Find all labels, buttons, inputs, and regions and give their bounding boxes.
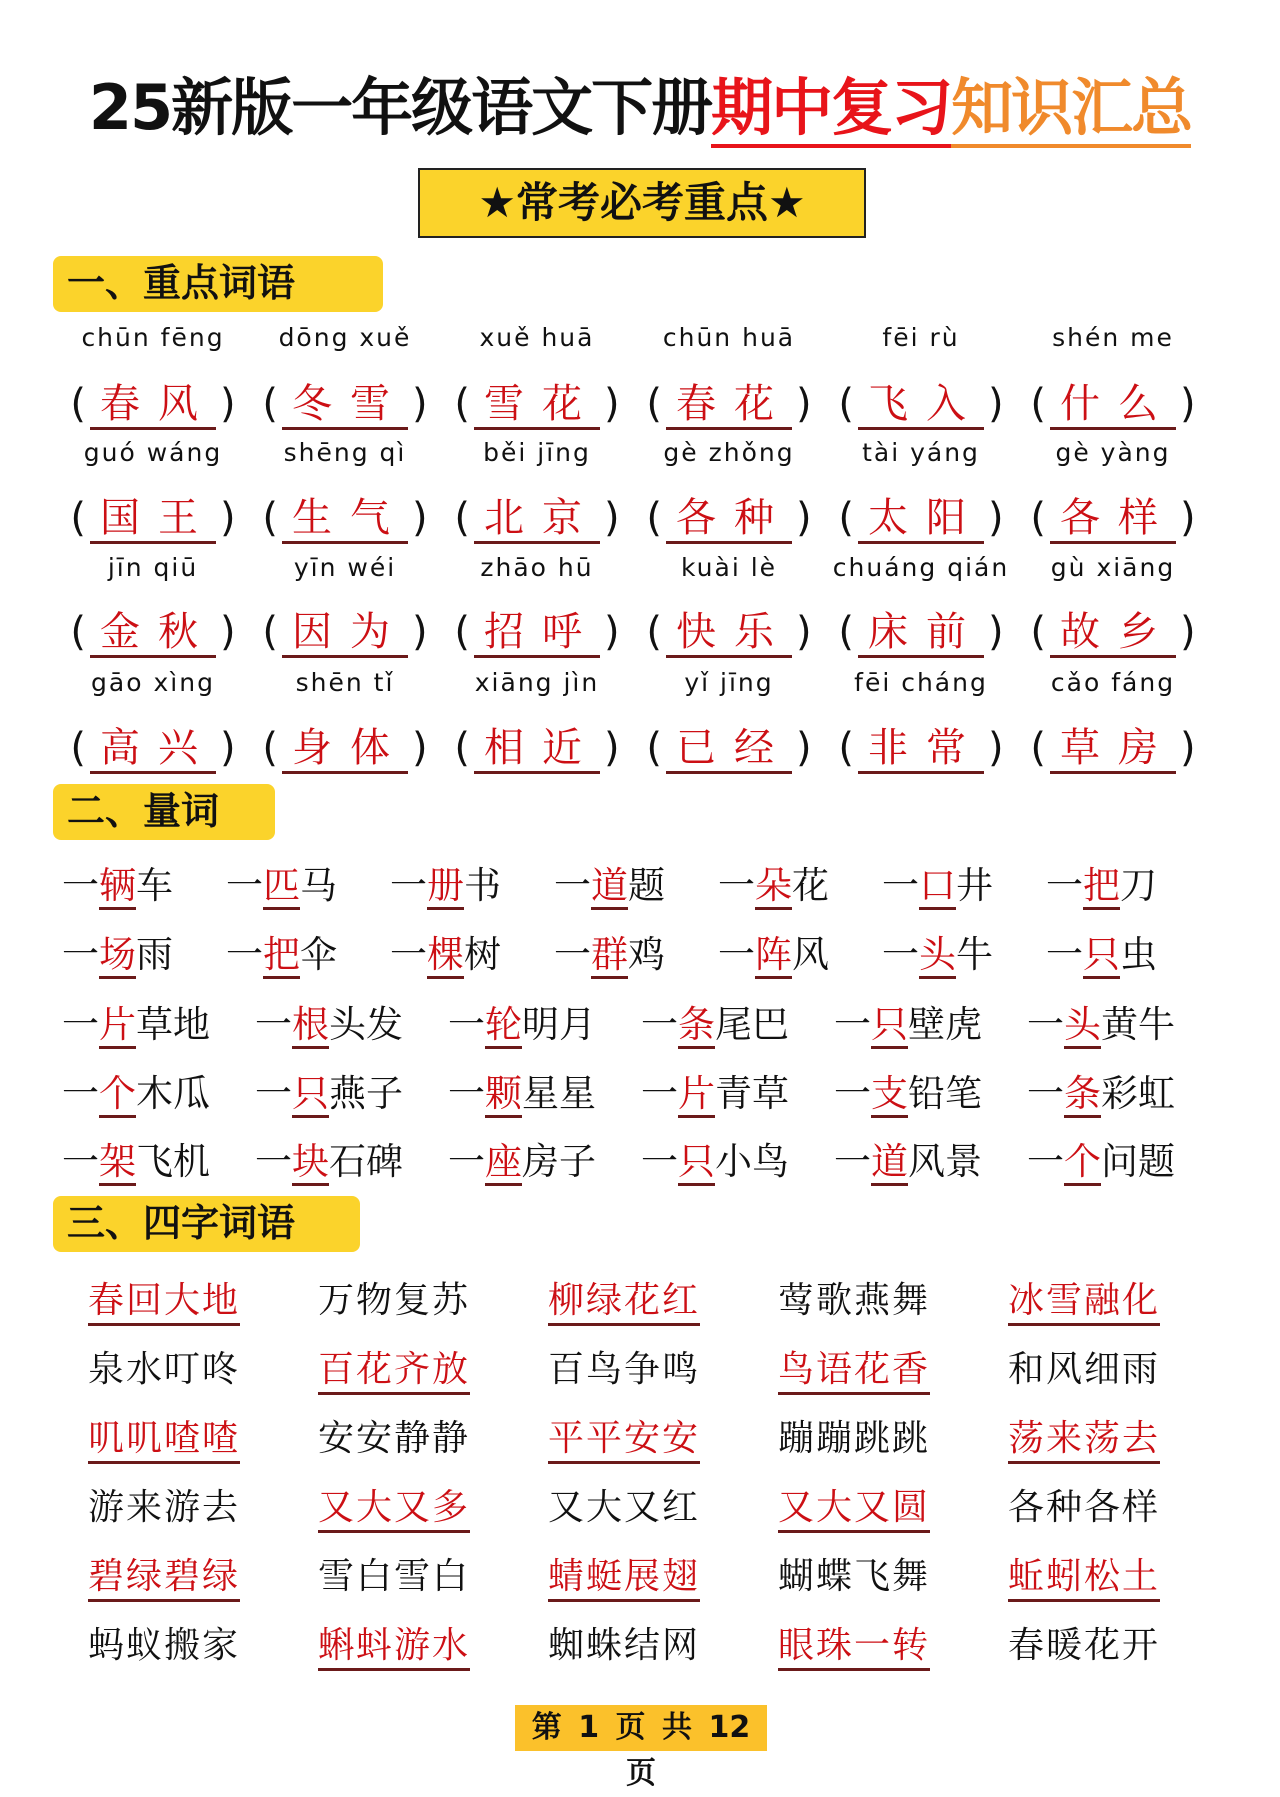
word-with-pinyin: ( 雪花 )	[441, 372, 633, 429]
word: 什么	[1050, 381, 1176, 430]
four-char-word: 荡来荡去	[1008, 1410, 1160, 1464]
pinyin: běi jīng	[483, 438, 591, 467]
measure-word-item: 一块石碑	[255, 1131, 403, 1185]
noun: 彩虹	[1101, 1072, 1175, 1115]
word-with-pinyin: ( 春风 )	[57, 372, 249, 429]
four-char-word: 各种各样	[1008, 1487, 1161, 1528]
pinyin: chūn fēng	[81, 323, 225, 352]
word: 太阳	[858, 495, 984, 544]
word: 各种	[666, 495, 792, 544]
word: 雪花	[474, 381, 600, 430]
four-char-word: 蜻蜓展翅	[548, 1548, 700, 1602]
section3-heading: 三、四字词语	[53, 1196, 360, 1252]
title-part2: 期中复习	[711, 71, 951, 148]
word-with-pinyin: ( 招呼 )	[441, 600, 633, 657]
four-char-word: 游来游去	[88, 1487, 241, 1528]
pinyin: kuài lè	[680, 553, 778, 582]
measure-word-item: 一条尾巴	[641, 994, 789, 1048]
four-char-word: 又大又多	[318, 1479, 470, 1533]
word: 飞入	[858, 381, 984, 430]
word: 金秋	[90, 609, 216, 658]
word: 故乡	[1050, 609, 1176, 658]
noun: 尾巴	[715, 1003, 789, 1046]
measure-word-item: 一把刀	[1046, 855, 1157, 909]
pinyin: gù xiāng	[1050, 553, 1176, 582]
pinyin: xuě huā	[479, 323, 595, 352]
pinyin: shén me	[1052, 323, 1174, 352]
measure-word-item: 一头牛	[882, 924, 993, 978]
word: 春花	[666, 381, 792, 430]
measure-word-item: 一个问题	[1027, 1131, 1175, 1185]
key-points-banner: ★常考必考重点★	[418, 168, 866, 238]
pinyin: tài yáng	[862, 438, 980, 467]
four-char-word: 柳绿花红	[548, 1272, 700, 1326]
word-with-pinyin: ( 金秋 )	[57, 600, 249, 657]
measure-word-item: 一册书	[390, 855, 501, 909]
four-char-word: 万物复苏	[318, 1280, 471, 1321]
measure-word: 只	[871, 1003, 908, 1049]
measure-word: 支	[871, 1072, 908, 1118]
noun: 明月	[522, 1003, 596, 1046]
noun: 草地	[136, 1003, 210, 1046]
pinyin: yīn wéi	[293, 553, 397, 582]
four-char-word: 平平安安	[548, 1410, 700, 1464]
measure-word: 册	[427, 864, 464, 910]
word-with-pinyin: ( 国王 )	[57, 486, 249, 543]
noun: 虫	[1120, 933, 1157, 976]
measure-word-item: 一朵花	[718, 855, 829, 909]
word: 身体	[282, 725, 408, 774]
measure-word-item: 一道风景	[834, 1131, 982, 1185]
measure-word-item: 一根头发	[255, 994, 403, 1048]
measure-word-item: 一口井	[882, 855, 993, 909]
four-char-word: 蝌蚪游水	[318, 1617, 470, 1671]
measure-word: 颗	[485, 1072, 522, 1118]
measure-word-item: 一头黄牛	[1027, 994, 1175, 1048]
page-indicator: 第 1 页 共 12 页	[515, 1705, 767, 1751]
noun: 星星	[522, 1072, 596, 1115]
four-char-word: 鸟语花香	[778, 1341, 930, 1395]
measure-word: 座	[485, 1140, 522, 1186]
word: 因为	[282, 609, 408, 658]
four-char-word: 又大又圆	[778, 1479, 930, 1533]
measure-word-item: 一匹马	[226, 855, 337, 909]
measure-word: 块	[292, 1140, 329, 1186]
noun: 青草	[715, 1072, 789, 1115]
measure-word-item: 一颗星星	[448, 1063, 596, 1117]
word: 生气	[282, 495, 408, 544]
four-char-word: 蹦蹦跳跳	[778, 1418, 931, 1459]
section1-heading: 一、重点词语	[53, 256, 383, 312]
pinyin: yǐ jīng	[684, 668, 774, 697]
measure-word: 个	[1064, 1140, 1101, 1186]
word-with-pinyin: ( 飞入 )	[825, 372, 1017, 429]
measure-word-item: 一道题	[554, 855, 665, 909]
word: 各样	[1050, 495, 1176, 544]
pinyin: gāo xìng	[91, 668, 215, 697]
title-part3: 知识汇总	[951, 71, 1191, 148]
measure-word-item: 一片草地	[62, 994, 210, 1048]
pinyin: dōng xuě	[278, 323, 412, 352]
word-with-pinyin: ( 非常 )	[825, 716, 1017, 773]
word: 快乐	[666, 609, 792, 658]
noun: 燕子	[329, 1072, 403, 1115]
four-char-word: 冰雪融化	[1008, 1272, 1160, 1326]
word-with-pinyin: ( 因为 )	[249, 600, 441, 657]
pinyin: shēng qì	[283, 438, 407, 467]
measure-word: 朵	[755, 864, 792, 910]
measure-word-item: 一群鸡	[554, 924, 665, 978]
noun: 小鸟	[715, 1140, 789, 1183]
measure-word: 只	[292, 1072, 329, 1118]
word-with-pinyin: ( 高兴 )	[57, 716, 249, 773]
measure-word-item: 一轮明月	[448, 994, 596, 1048]
four-char-word: 蚯蚓松土	[1008, 1548, 1160, 1602]
word-with-pinyin: ( 春花 )	[633, 372, 825, 429]
word-with-pinyin: ( 故乡 )	[1017, 600, 1209, 657]
pinyin: fēi rù	[882, 323, 960, 352]
word-with-pinyin: ( 太阳 )	[825, 486, 1017, 543]
word-with-pinyin: ( 床前 )	[825, 600, 1017, 657]
noun: 花	[792, 864, 829, 907]
pinyin: chūn huā	[662, 323, 796, 352]
measure-word-item: 一条彩虹	[1027, 1063, 1175, 1117]
measure-word: 辆	[99, 864, 136, 910]
noun: 书	[464, 864, 501, 907]
pinyin: gè zhǒng	[663, 438, 795, 467]
word: 相近	[474, 725, 600, 774]
four-char-word: 百花齐放	[318, 1341, 470, 1395]
word-with-pinyin: ( 生气 )	[249, 486, 441, 543]
noun: 车	[136, 864, 173, 907]
measure-word: 匹	[263, 864, 300, 910]
page-title	[0, 58, 1280, 147]
measure-word-item: 一片青草	[641, 1063, 789, 1117]
measure-word: 根	[292, 1003, 329, 1049]
pinyin: jīn qiū	[107, 553, 199, 582]
measure-word: 轮	[485, 1003, 522, 1049]
measure-word-item: 一支铅笔	[834, 1063, 982, 1117]
noun: 雨	[136, 933, 173, 976]
noun: 木瓜	[136, 1072, 210, 1115]
word-with-pinyin: ( 身体 )	[249, 716, 441, 773]
measure-word: 头	[1064, 1003, 1101, 1049]
pinyin: xiāng jìn	[474, 668, 600, 697]
word-with-pinyin: ( 各种 )	[633, 486, 825, 543]
word-with-pinyin: ( 已经 )	[633, 716, 825, 773]
four-char-word: 蝴蝶飞舞	[778, 1556, 931, 1597]
noun: 铅笔	[908, 1072, 982, 1115]
measure-word: 阵	[755, 933, 792, 979]
measure-word: 头	[919, 933, 956, 979]
measure-word: 条	[1064, 1072, 1101, 1118]
four-char-word: 和风细雨	[1008, 1349, 1161, 1390]
four-char-word: 莺歌燕舞	[778, 1280, 931, 1321]
section2-heading: 二、量词	[53, 784, 275, 840]
four-char-word: 碧绿碧绿	[88, 1548, 240, 1602]
four-char-word: 眼珠一转	[778, 1617, 930, 1671]
noun: 井	[956, 864, 993, 907]
four-char-word: 蚂蚁搬家	[88, 1625, 241, 1666]
word: 国王	[90, 495, 216, 544]
noun: 题	[628, 864, 665, 907]
word: 招呼	[474, 609, 600, 658]
measure-word-item: 一架飞机	[62, 1131, 210, 1185]
noun: 风	[792, 933, 829, 976]
measure-word-item: 一座房子	[448, 1131, 596, 1185]
measure-word-item: 一只虫	[1046, 924, 1157, 978]
word-with-pinyin: ( 快乐 )	[633, 600, 825, 657]
word: 冬雪	[282, 381, 408, 430]
word-with-pinyin: ( 冬雪 )	[249, 372, 441, 429]
word-with-pinyin: ( 相近 )	[441, 716, 633, 773]
noun: 房子	[522, 1140, 596, 1183]
word-with-pinyin: ( 草房 )	[1017, 716, 1209, 773]
pinyin: fēi cháng	[854, 668, 988, 697]
noun: 风景	[908, 1140, 982, 1183]
word: 高兴	[90, 725, 216, 774]
noun: 壁虎	[908, 1003, 982, 1046]
measure-word: 群	[591, 933, 628, 979]
pinyin: guó wáng	[83, 438, 223, 467]
measure-word: 片	[678, 1072, 715, 1118]
pinyin: shēn tǐ	[295, 668, 395, 697]
four-char-word: 泉水叮咚	[88, 1349, 241, 1390]
noun: 问题	[1101, 1140, 1175, 1183]
measure-word: 场	[99, 933, 136, 979]
pinyin: gè yàng	[1055, 438, 1171, 467]
measure-word-item: 一场雨	[62, 924, 173, 978]
word: 北京	[474, 495, 600, 544]
four-char-word: 春回大地	[88, 1272, 240, 1326]
measure-word-item: 一阵风	[718, 924, 829, 978]
noun: 黄牛	[1101, 1003, 1175, 1046]
measure-word-item: 一只小鸟	[641, 1131, 789, 1185]
word: 草房	[1050, 725, 1176, 774]
measure-word-item: 一只壁虎	[834, 994, 982, 1048]
word: 非常	[858, 725, 984, 774]
four-char-word: 春暖花开	[1008, 1625, 1161, 1666]
noun: 头发	[329, 1003, 403, 1046]
four-char-word: 又大又红	[548, 1487, 701, 1528]
pinyin: chuáng qián	[832, 553, 1010, 582]
four-char-word: 叽叽喳喳	[88, 1410, 240, 1464]
four-char-word: 安安静静	[318, 1418, 471, 1459]
measure-word: 只	[678, 1140, 715, 1186]
measure-word: 个	[99, 1072, 136, 1118]
measure-word: 把	[263, 933, 300, 979]
noun: 刀	[1120, 864, 1157, 907]
word-with-pinyin: ( 北京 )	[441, 486, 633, 543]
measure-word-item: 一只燕子	[255, 1063, 403, 1117]
pinyin: cǎo fáng	[1050, 668, 1176, 697]
four-char-word: 蜘蛛结网	[548, 1625, 701, 1666]
noun: 马	[300, 864, 337, 907]
measure-word: 道	[871, 1140, 908, 1186]
word-with-pinyin: ( 各样 )	[1017, 486, 1209, 543]
pinyin: zhāo hū	[480, 553, 594, 582]
noun: 树	[464, 933, 501, 976]
measure-word-item: 一棵树	[390, 924, 501, 978]
measure-word: 架	[99, 1140, 136, 1186]
measure-word: 道	[591, 864, 628, 910]
title-part1: 25新版一年级语文下册	[88, 71, 712, 144]
word: 春风	[90, 381, 216, 430]
word: 床前	[858, 609, 984, 658]
four-char-word: 雪白雪白	[318, 1556, 471, 1597]
four-char-word: 百鸟争鸣	[548, 1349, 701, 1390]
word-with-pinyin: ( 什么 )	[1017, 372, 1209, 429]
measure-word-item: 一辆车	[62, 855, 173, 909]
measure-word: 片	[99, 1003, 136, 1049]
noun: 牛	[956, 933, 993, 976]
noun: 鸡	[628, 933, 665, 976]
measure-word: 只	[1083, 933, 1120, 979]
measure-word: 口	[919, 864, 956, 910]
noun: 石碑	[329, 1140, 403, 1183]
measure-word: 条	[678, 1003, 715, 1049]
noun: 飞机	[136, 1140, 210, 1183]
word: 已经	[666, 725, 792, 774]
measure-word-item: 一个木瓜	[62, 1063, 210, 1117]
measure-word: 把	[1083, 864, 1120, 910]
measure-word-item: 一把伞	[226, 924, 337, 978]
noun: 伞	[300, 933, 337, 976]
measure-word: 棵	[427, 933, 464, 979]
